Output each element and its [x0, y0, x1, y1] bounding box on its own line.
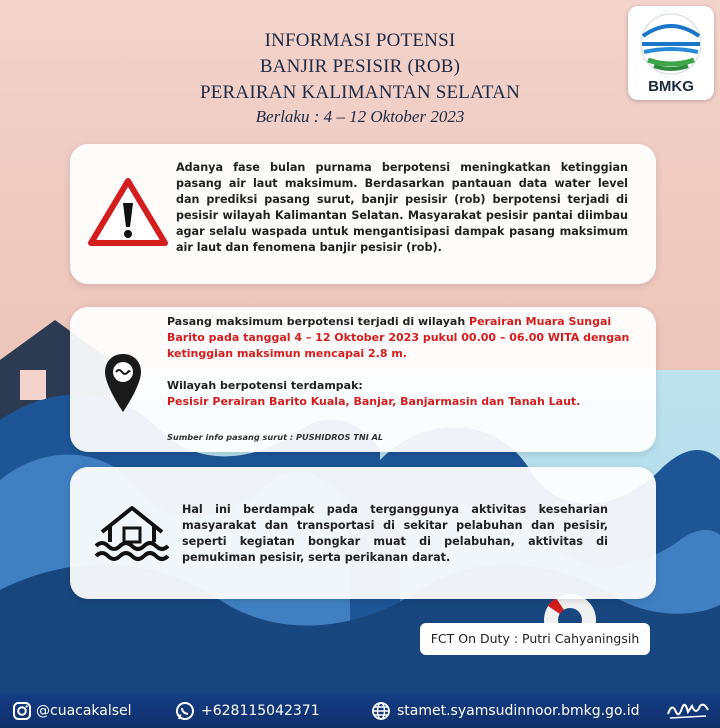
instagram-icon[interactable] [12, 701, 32, 721]
affected-areas: Pesisir Perairan Barito Kuala, Banjar, Banjarmasin dan Tanah Laut. [167, 395, 581, 408]
max-tide-info [167, 314, 635, 362]
forecaster-on-duty: FCT On Duty : Putri Cahyaningsih [420, 623, 650, 655]
signature-icon [666, 698, 712, 722]
phone-number[interactable]: +628115042371 [201, 703, 320, 719]
source-note: Sumber info pasang surut : PUSHIDROS TNI AL [167, 432, 384, 442]
bmkg-logo-text: BMKG [648, 78, 694, 95]
affected-label: Wilayah berpotensi terdampak: [167, 379, 363, 392]
website-url[interactable]: stamet.syamsudinnoor.bmkg.go.id [397, 703, 640, 719]
max-tide-detail: Perairan Muara Sungai Barito pada tanggal 4 – 12 Oktober 2023 pukul 00.00 – 06.00 WITA dengan ketinggian maksimun mencapai 2.8 m. [167, 315, 630, 360]
flooded-house-icon [94, 502, 170, 564]
globe-icon[interactable] [371, 701, 391, 721]
warning-triangle-icon [88, 177, 168, 247]
validity-period: Berlaku : 4 – 12 Oktober 2023 [255, 107, 465, 126]
max-tide-intro: Pasang maksimum berpotensi terjadi di wilayah [167, 315, 470, 328]
warning-text: Adanya fase bulan purnama berpotensi meningkatkan ketinggian pasang air laut maksimum. Berdasarkan pantauan data water level dan prediksi pasang surut, banjir pesisir (rob) berpotensi terjadi di pesisir wilayah Kalimantan Selatan. Masyarakat pesisir pantai diimbau agar selalu waspada untuk mengantisipasi dampak pasang maksimum air laut dan fenomena banjir pesisir (rob). [176, 161, 628, 254]
affected-area-info [167, 378, 635, 410]
page-title-line2: BANJIR PESISIR (ROB) [259, 56, 461, 77]
impact-text: Hal ini berdampak pada terganggunya aktivitas keseharian masyarakat dan transportasi di sekitar pelabuhan dan pesisir, seperti kegiatan bongkar muat di pelabuhan, aktivitas di pemukiman pesisir, serta perikanan darat. [182, 503, 608, 564]
page-title-line1: INFORMASI POTENSI [264, 30, 456, 51]
page-title-line3: PERAIRAN KALIMANTAN SELATAN [199, 82, 521, 103]
bmkg-logo [628, 6, 714, 100]
location-pin-icon [103, 352, 143, 414]
instagram-handle[interactable]: @cuacakalsel [36, 703, 132, 719]
whatsapp-icon[interactable] [175, 701, 195, 721]
bmkg-emblem-icon [628, 6, 714, 78]
